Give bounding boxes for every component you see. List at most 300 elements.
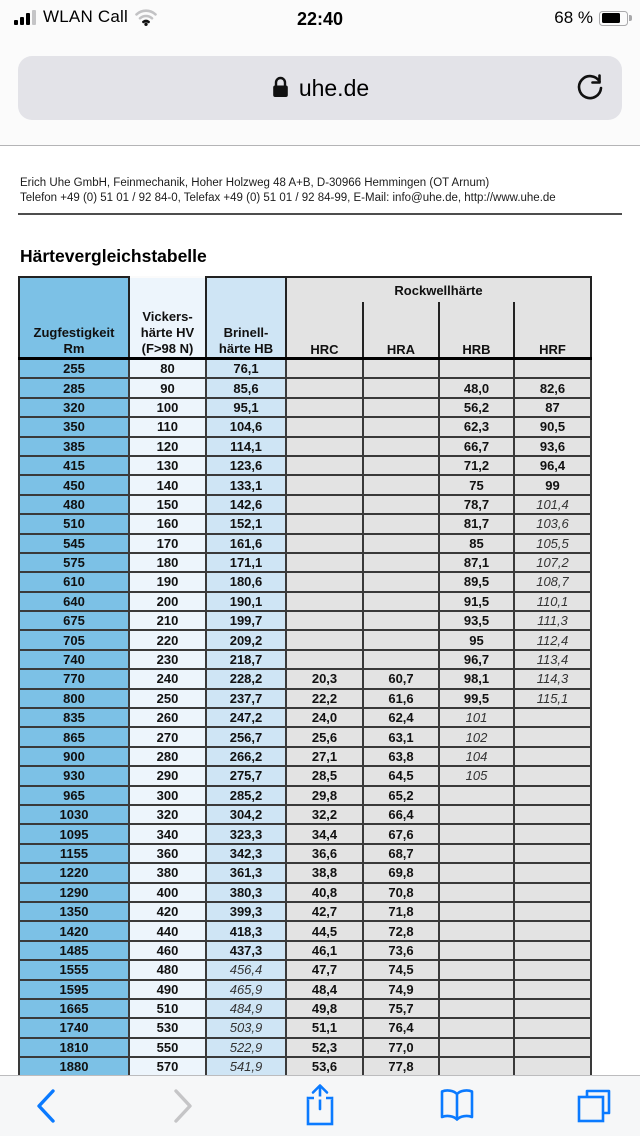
table-cell: 115,1 [514, 689, 591, 708]
table-cell: 550 [129, 1038, 206, 1057]
table-cell [286, 514, 363, 533]
back-icon[interactable] [24, 1084, 68, 1128]
table-cell: 47,7 [286, 960, 363, 979]
table-cell: 480 [129, 960, 206, 979]
table-cell: 103,6 [514, 514, 591, 533]
table-cell: 61,6 [363, 689, 439, 708]
table-cell: 1290 [19, 883, 129, 902]
table-cell [439, 359, 514, 379]
table-cell: 380,3 [206, 883, 286, 902]
table-row [19, 650, 591, 669]
bookmarks-icon[interactable] [435, 1084, 479, 1128]
table-cell [514, 941, 591, 960]
table-cell: 96,4 [514, 456, 591, 475]
table-cell: 66,4 [363, 805, 439, 824]
table-cell: 53,6 [286, 1057, 363, 1076]
table-cell: 900 [19, 747, 129, 766]
table-cell: 105 [439, 766, 514, 785]
table-cell: 675 [19, 611, 129, 630]
table-cell: 62,3 [439, 417, 514, 436]
company-contact-line1: Erich Uhe GmbH, Feinmechanik, Hoher Holzweg 48 A+B, D-30966 Hemmingen (OT Arnum) [20, 177, 490, 189]
table-cell: 510 [129, 999, 206, 1018]
hardness-comparison-table [18, 276, 592, 1077]
table-cell: 171,1 [206, 553, 286, 572]
table-cell: 93,5 [439, 611, 514, 630]
table-cell [514, 1038, 591, 1057]
table-row [19, 1057, 591, 1076]
table-cell: 285 [19, 378, 129, 397]
table-row [19, 766, 591, 785]
url-text: uhe.de [298, 74, 370, 101]
table-cell: 68,7 [363, 844, 439, 863]
table-cell: 81,7 [439, 514, 514, 533]
table-cell: 101,4 [514, 495, 591, 514]
col-header-brinell: Brinell- härte HB [206, 277, 286, 359]
table-cell [363, 592, 439, 611]
company-contact-line2: Telefon +49 (0) 51 01 / 92 84-0, Telefax +49 (0) 51 01 / 92 84-99, E-Mail: info@uhe.de, http://www.uhe.de [20, 191, 556, 204]
table-cell: 1220 [19, 863, 129, 882]
table-row [19, 980, 591, 999]
table-cell: 440 [129, 921, 206, 940]
share-icon[interactable] [298, 1084, 342, 1128]
table-cell [286, 534, 363, 553]
table-cell: 66,7 [439, 437, 514, 456]
table-cell [439, 824, 514, 843]
table-cell: 77,8 [363, 1057, 439, 1076]
col-header-vickers: Vickers- härte HV (F>98 N) [129, 277, 206, 359]
table-cell: 530 [129, 1018, 206, 1037]
table-cell: 190 [129, 572, 206, 591]
table-cell: 27,1 [286, 747, 363, 766]
table-cell: 150 [129, 495, 206, 514]
table-cell: 1030 [19, 805, 129, 824]
table-cell: 64,5 [363, 766, 439, 785]
table-row [19, 456, 591, 475]
table-cell: 420 [129, 902, 206, 921]
forward-icon [161, 1084, 205, 1128]
table-cell: 300 [129, 786, 206, 805]
table-cell [439, 786, 514, 805]
table-cell: 240 [129, 669, 206, 688]
table-cell [439, 844, 514, 863]
table-cell: 22,2 [286, 689, 363, 708]
table-cell: 1485 [19, 941, 129, 960]
table-cell: 75 [439, 475, 514, 494]
table-cell: 89,5 [439, 572, 514, 591]
table-cell: 247,2 [206, 708, 286, 727]
table-cell: 170 [129, 534, 206, 553]
table-cell [363, 514, 439, 533]
table-cell [286, 553, 363, 572]
table-row [19, 941, 591, 960]
table-row [19, 398, 591, 417]
table-row [19, 534, 591, 553]
table-cell: 199,7 [206, 611, 286, 630]
table-cell: 1095 [19, 824, 129, 843]
table-cell: 87,1 [439, 553, 514, 572]
table-cell: 49,8 [286, 999, 363, 1018]
table-cell: 323,3 [206, 824, 286, 843]
table-row [19, 611, 591, 630]
table-cell: 705 [19, 630, 129, 649]
table-cell [514, 883, 591, 902]
col-header-hra: HRA [363, 302, 439, 359]
status-bar [0, 0, 640, 42]
table-cell [439, 902, 514, 921]
table-cell: 385 [19, 437, 129, 456]
lock-icon [271, 76, 290, 100]
table-cell [286, 630, 363, 649]
table-cell [286, 437, 363, 456]
table-cell: 111,3 [514, 611, 591, 630]
table-cell: 34,4 [286, 824, 363, 843]
table-cell: 800 [19, 689, 129, 708]
table-cell [286, 378, 363, 397]
table-cell: 62,4 [363, 708, 439, 727]
table-cell: 1350 [19, 902, 129, 921]
table-cell [514, 766, 591, 785]
table-cell: 930 [19, 766, 129, 785]
table-cell: 60,7 [363, 669, 439, 688]
table-cell: 456,4 [206, 960, 286, 979]
company-contact-block [20, 176, 556, 205]
table-cell: 85 [439, 534, 514, 553]
table-cell: 130 [129, 456, 206, 475]
table-row [19, 1038, 591, 1057]
reload-icon[interactable] [574, 72, 606, 104]
table-cell: 285,2 [206, 786, 286, 805]
table-cell [439, 863, 514, 882]
table-cell: 290 [129, 766, 206, 785]
table-cell [514, 824, 591, 843]
table-row [19, 844, 591, 863]
table-cell: 99 [514, 475, 591, 494]
table-cell: 100 [129, 398, 206, 417]
table-row [19, 437, 591, 456]
table-cell: 266,2 [206, 747, 286, 766]
table-cell: 42,7 [286, 902, 363, 921]
table-cell: 24,0 [286, 708, 363, 727]
table-row [19, 359, 591, 379]
table-cell: 63,1 [363, 727, 439, 746]
table-cell [363, 553, 439, 572]
table-cell: 1740 [19, 1018, 129, 1037]
table-cell: 82,6 [514, 378, 591, 397]
table-cell [363, 495, 439, 514]
table-cell: 965 [19, 786, 129, 805]
table-cell: 76,1 [206, 359, 286, 379]
table-row [19, 669, 591, 688]
table-cell [514, 999, 591, 1018]
table-cell: 361,3 [206, 863, 286, 882]
table-row [19, 495, 591, 514]
col-header-hrb: HRB [439, 302, 514, 359]
table-cell: 200 [129, 592, 206, 611]
table-cell: 770 [19, 669, 129, 688]
table-cell: 522,9 [206, 1038, 286, 1057]
tabs-icon[interactable] [572, 1084, 616, 1128]
table-cell: 51,1 [286, 1018, 363, 1037]
table-row [19, 727, 591, 746]
table-cell: 180 [129, 553, 206, 572]
table-cell [439, 805, 514, 824]
table-cell [286, 475, 363, 494]
table-cell: 76,4 [363, 1018, 439, 1037]
table-cell: 104 [439, 747, 514, 766]
col-header-hrf: HRF [514, 302, 591, 359]
table-cell: 108,7 [514, 572, 591, 591]
table-cell [514, 980, 591, 999]
table-cell: 140 [129, 475, 206, 494]
table-cell: 190,1 [206, 592, 286, 611]
table-cell: 98,1 [439, 669, 514, 688]
table-cell [514, 1057, 591, 1076]
table-cell: 73,6 [363, 941, 439, 960]
table-cell: 20,3 [286, 669, 363, 688]
table-cell [286, 456, 363, 475]
table-cell: 1595 [19, 980, 129, 999]
table-row [19, 883, 591, 902]
table-cell: 228,2 [206, 669, 286, 688]
table-cell: 102 [439, 727, 514, 746]
table-cell: 250 [129, 689, 206, 708]
table-cell: 36,6 [286, 844, 363, 863]
table-cell: 503,9 [206, 1018, 286, 1037]
table-row [19, 1018, 591, 1037]
carrier-label: WLAN Call [43, 7, 128, 26]
table-cell [286, 495, 363, 514]
table-cell: 75,7 [363, 999, 439, 1018]
table-cell: 44,5 [286, 921, 363, 940]
table-cell: 133,1 [206, 475, 286, 494]
table-cell [363, 534, 439, 553]
table-cell: 400 [129, 883, 206, 902]
table-cell: 437,3 [206, 941, 286, 960]
table-cell: 85,6 [206, 378, 286, 397]
table-cell: 865 [19, 727, 129, 746]
table-cell: 28,5 [286, 766, 363, 785]
table-row [19, 999, 591, 1018]
table-cell [363, 630, 439, 649]
table-cell [514, 359, 591, 379]
table-cell: 180,6 [206, 572, 286, 591]
table-cell: 740 [19, 650, 129, 669]
table-cell: 95 [439, 630, 514, 649]
table-cell: 101 [439, 708, 514, 727]
table-cell: 96,7 [439, 650, 514, 669]
table-cell: 93,6 [514, 437, 591, 456]
table-cell: 320 [19, 398, 129, 417]
table-cell: 835 [19, 708, 129, 727]
table-cell: 46,1 [286, 941, 363, 960]
table-cell [286, 398, 363, 417]
table-cell: 1155 [19, 844, 129, 863]
table-cell: 275,7 [206, 766, 286, 785]
table-cell: 90,5 [514, 417, 591, 436]
table-cell: 570 [129, 1057, 206, 1076]
table-cell: 1810 [19, 1038, 129, 1057]
table-row [19, 708, 591, 727]
table-cell [439, 960, 514, 979]
table-cell: 484,9 [206, 999, 286, 1018]
table-cell [439, 1057, 514, 1076]
table-row [19, 786, 591, 805]
table-cell: 95,1 [206, 398, 286, 417]
table-cell [363, 437, 439, 456]
table-cell [514, 844, 591, 863]
table-cell: 418,3 [206, 921, 286, 940]
table-cell: 465,9 [206, 980, 286, 999]
table-cell: 113,4 [514, 650, 591, 669]
table-cell: 255 [19, 359, 129, 379]
table-cell: 72,8 [363, 921, 439, 940]
table-cell: 67,6 [363, 824, 439, 843]
table-cell [363, 359, 439, 379]
table-cell: 71,2 [439, 456, 514, 475]
table-cell [514, 1018, 591, 1037]
table-cell: 48,4 [286, 980, 363, 999]
table-cell: 38,8 [286, 863, 363, 882]
table-cell: 91,5 [439, 592, 514, 611]
table-cell: 160 [129, 514, 206, 533]
page-title: Härtevergleichstabelle [20, 246, 207, 266]
table-cell: 1665 [19, 999, 129, 1018]
table-cell: 78,7 [439, 495, 514, 514]
table-cell [363, 611, 439, 630]
table-cell: 541,9 [206, 1057, 286, 1076]
table-row [19, 553, 591, 572]
table-cell [286, 359, 363, 379]
horizontal-rule [18, 213, 622, 215]
table-row [19, 689, 591, 708]
table-group-header-row [19, 277, 591, 302]
table-cell: 304,2 [206, 805, 286, 824]
table-row [19, 417, 591, 436]
table-cell: 480 [19, 495, 129, 514]
table-cell [514, 727, 591, 746]
table-cell [286, 611, 363, 630]
table-cell: 510 [19, 514, 129, 533]
table-cell: 490 [129, 980, 206, 999]
col-header-rockwell-group: Rockwellhärte [286, 277, 591, 302]
table-cell: 87 [514, 398, 591, 417]
table-cell: 210 [129, 611, 206, 630]
table-cell [439, 1018, 514, 1037]
battery-percent-label: 68 % [554, 8, 593, 27]
table-cell [439, 921, 514, 940]
table-cell [514, 786, 591, 805]
table-cell: 114,3 [514, 669, 591, 688]
table-cell: 99,5 [439, 689, 514, 708]
table-cell: 25,6 [286, 727, 363, 746]
table-row [19, 921, 591, 940]
table-cell: 1555 [19, 960, 129, 979]
table-cell: 65,2 [363, 786, 439, 805]
table-cell: 56,2 [439, 398, 514, 417]
table-cell [363, 650, 439, 669]
table-cell [363, 398, 439, 417]
table-cell: 110 [129, 417, 206, 436]
table-cell: 120 [129, 437, 206, 456]
table-cell: 48,0 [439, 378, 514, 397]
table-cell: 107,2 [514, 553, 591, 572]
table-cell: 123,6 [206, 456, 286, 475]
table-row [19, 378, 591, 397]
table-cell: 71,8 [363, 902, 439, 921]
table-cell: 450 [19, 475, 129, 494]
table-cell: 142,6 [206, 495, 286, 514]
table-row [19, 902, 591, 921]
table-cell [363, 417, 439, 436]
table-cell: 256,7 [206, 727, 286, 746]
table-cell [514, 805, 591, 824]
table-cell: 104,6 [206, 417, 286, 436]
table-cell: 360 [129, 844, 206, 863]
table-cell: 110,1 [514, 592, 591, 611]
table-cell: 610 [19, 572, 129, 591]
table-cell: 70,8 [363, 883, 439, 902]
table-cell: 74,5 [363, 960, 439, 979]
table-row [19, 592, 591, 611]
table-cell: 52,3 [286, 1038, 363, 1057]
table-cell [514, 863, 591, 882]
safari-top-chrome [0, 0, 640, 146]
table-cell: 161,6 [206, 534, 286, 553]
table-cell: 280 [129, 747, 206, 766]
table-cell [514, 921, 591, 940]
table-cell: 460 [129, 941, 206, 960]
table-cell [439, 1038, 514, 1057]
table-cell: 640 [19, 592, 129, 611]
table-cell: 29,8 [286, 786, 363, 805]
table-cell: 69,8 [363, 863, 439, 882]
battery-icon [599, 11, 628, 26]
table-cell: 340 [129, 824, 206, 843]
col-header-hrc: HRC [286, 302, 363, 359]
table-cell [514, 960, 591, 979]
table-cell: 1880 [19, 1057, 129, 1076]
table-cell [363, 572, 439, 591]
table-cell: 32,2 [286, 805, 363, 824]
table-cell [286, 417, 363, 436]
table-cell: 40,8 [286, 883, 363, 902]
table-row [19, 824, 591, 843]
table-cell: 63,8 [363, 747, 439, 766]
table-cell [286, 572, 363, 591]
table-cell: 152,1 [206, 514, 286, 533]
col-header-zugfestigkeit: Zugfestigkeit Rm [19, 277, 129, 359]
table-cell: 90 [129, 378, 206, 397]
address-bar[interactable] [18, 56, 622, 120]
table-cell [286, 650, 363, 669]
table-cell: 218,7 [206, 650, 286, 669]
table-cell: 545 [19, 534, 129, 553]
table-cell: 220 [129, 630, 206, 649]
table-cell: 237,7 [206, 689, 286, 708]
table-row [19, 572, 591, 591]
table-cell: 80 [129, 359, 206, 379]
table-cell [439, 941, 514, 960]
table-row [19, 475, 591, 494]
table-cell: 380 [129, 863, 206, 882]
table-cell: 114,1 [206, 437, 286, 456]
table-cell: 342,3 [206, 844, 286, 863]
table-cell [514, 747, 591, 766]
table-row [19, 805, 591, 824]
table-cell: 260 [129, 708, 206, 727]
table-cell: 350 [19, 417, 129, 436]
table-cell: 415 [19, 456, 129, 475]
